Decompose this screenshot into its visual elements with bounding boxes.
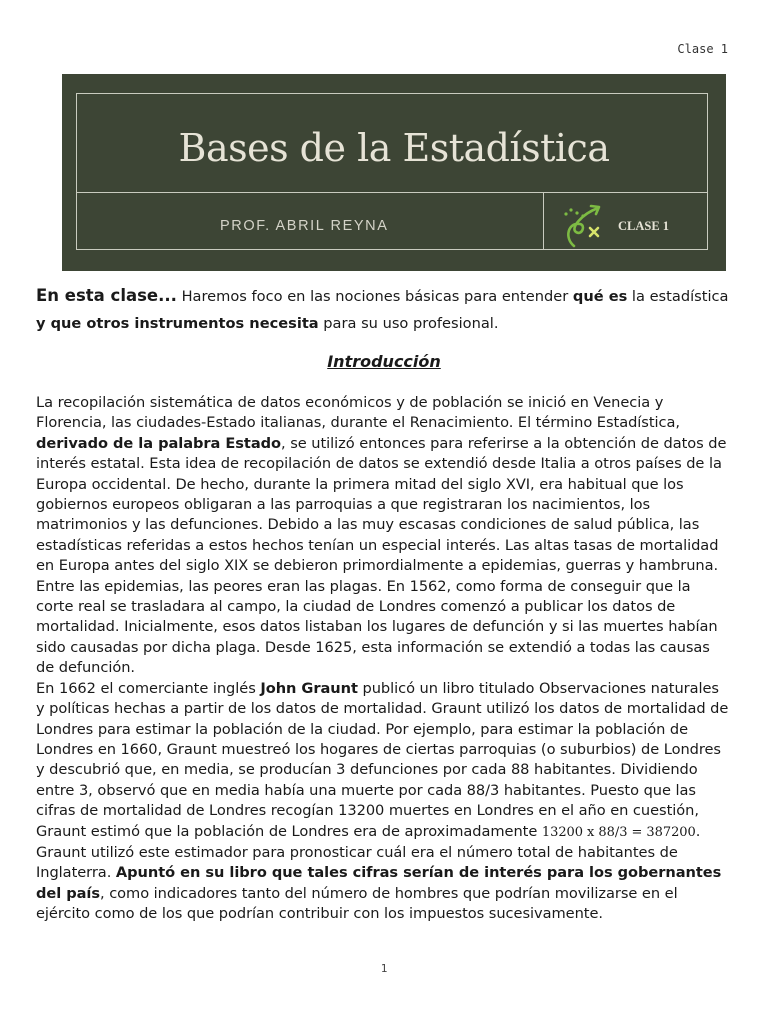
intro-bold: qué es xyxy=(572,288,628,305)
paragraph-text: , como indicadores tanto del número de hombres que podrían movilizarse en el ejército como de los que podrían contribuir con los impuestos sucesivamente. xyxy=(36,884,678,923)
paragraph-text: La recopilación sistemática de datos económicos y de población se inició en Venecia y Florencia, las ciudades-Estado italianas, durante el Renacimiento. El término Estadística, xyxy=(36,394,680,432)
intro-lead: En esta clase... xyxy=(36,286,177,305)
paragraph-text: , se utilizó entonces para referirse a la obtención de datos de interés estatal. Esta idea de recopilación de datos se extendió desde Italia a otros países de la Europa occidental. De hecho, durante la primera mitad del siglo XVI, era habitual que los gobiernos europeos obligaran a las parroquias a que registraran los nacimientos, los matrimonios y las defunciones. Debido a las muy escasas condiciones de salud pública, las estadísticas referidas a estos hechos tenían un especial interés. Las altas tasas de mortalidad en Europa antes del siglo XIX se debieron primordialmente a epidemias, guerras y hambruna. Entre las epidemias, las peores eran las plagas. En 1562, como forma de conseguir que la corte real se trasladara al campo, la ciudad de Londres comenzó a publicar los datos de mortalidad. Inicialmente, esos datos listaban los lugares de defunción y si las muertes habían sido causadas por dicha plaga. Desde 1625, esta información se extendió a todas las causas de defunción. xyxy=(36,434,727,677)
paragraph-bold: Apuntó en su libro que tales cifras serían de interés para los gobernantes del país xyxy=(36,864,722,902)
paragraph-text: publicó un libro titulado Observaciones naturales y políticas hechas a partir de los datos de mortalidad. Graunt utilizó los datos de mortalidad de Londres para estimar la población de la ciudad. Por ejemplo, para estimar la población de Londres en 1660, Graunt muestreó los hogares de ciertas parroquias (o suburbios) de Londres y descubrió que, en media, se producían 3 defunciones por cada 88 habitantes. Dividiendo entre 3, observó que en media había una muerte por cada 88/3 habitantes. Puesto que las cifras de mortalidad de Londres recogían 13200 muertes en Londres en el año en cuestión, Graunt estimó que la población de Londres era de aproximadamente xyxy=(36,679,729,840)
paragraph-text: En 1662 el comerciante inglés xyxy=(36,679,261,697)
banner-professor: PROF. ABRIL REYNA xyxy=(220,218,389,234)
intro-text: Haremos foco en las nociones básicas para entender xyxy=(176,288,573,305)
intro-bold: y que otros instrumentos necesita xyxy=(36,315,319,332)
chart-arrow-icon xyxy=(560,202,606,252)
banner-divider xyxy=(77,192,707,193)
paragraph-text: . Graunt utilizó este estimador para pronosticar cuál era el número total de habitantes de Inglaterra. xyxy=(36,822,701,882)
intro-text: la estadística xyxy=(627,288,729,305)
intro-paragraph xyxy=(36,282,732,337)
math-expression: 13200 x 88/3 = 387200 xyxy=(541,824,696,840)
paragraph xyxy=(36,393,732,679)
banner-class-tag: CLASE 1 xyxy=(618,219,670,233)
course-banner xyxy=(62,74,726,271)
paragraph-bold: John Graunt xyxy=(260,679,358,697)
banner-vertical-divider xyxy=(543,192,544,249)
banner-title: Bases de la Estadística xyxy=(178,126,610,170)
banner-frame xyxy=(76,93,708,250)
intro-text: para su uso profesional. xyxy=(318,315,499,332)
page-number: 1 xyxy=(380,962,388,975)
paragraph xyxy=(36,679,732,925)
section-title: Introducción xyxy=(327,352,441,371)
paragraph-bold: derivado de la palabra Estado xyxy=(36,434,282,452)
header-class-label: Clase 1 xyxy=(677,42,728,56)
body-text xyxy=(36,393,732,925)
